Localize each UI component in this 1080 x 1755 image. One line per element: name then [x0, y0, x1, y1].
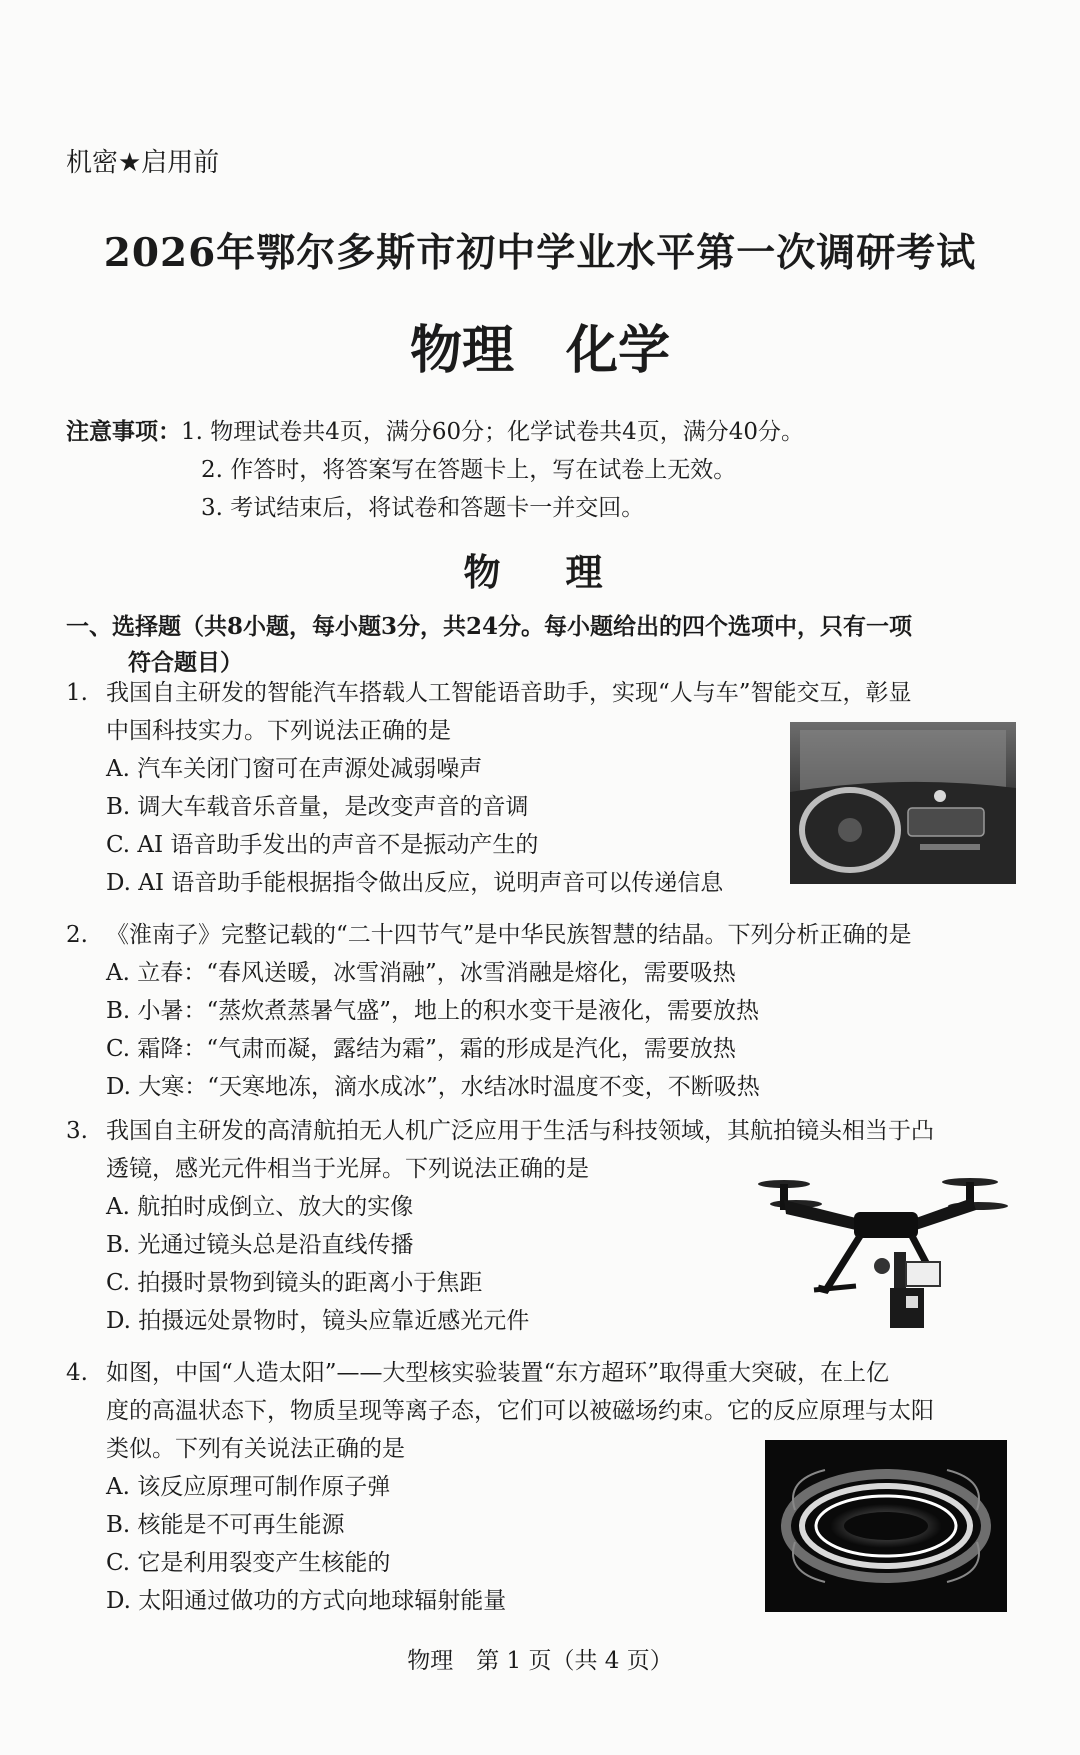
confidential-label: 机密★启用前	[66, 148, 220, 178]
option-d: D. 大寒：“天寒地冻，滴水成冰”，水结冰时温度不变，不断吸热	[106, 1074, 760, 1100]
option-c: C. 拍摄时景物到镜头的距离小于焦距	[106, 1270, 483, 1296]
option-d: D. 拍摄远处景物时，镜头应靠近感光元件	[106, 1308, 530, 1334]
question-number: 4.	[66, 1360, 88, 1386]
option-c: C. AI 语音助手发出的声音不是振动产生的	[106, 832, 539, 858]
notice-item: 1. 物理试卷共4页，满分60分；化学试卷共4页，满分40分。	[181, 419, 805, 445]
question-stem: 我国自主研发的高清航拍无人机广泛应用于生活与科技领域，其航拍镜头相当于凸	[106, 1118, 934, 1144]
option-c: C. 它是利用裂变产生核能的	[106, 1550, 391, 1576]
option-b: B. 光通过镜头总是沿直线传播	[106, 1232, 414, 1258]
option-a: A. 立春：“春风送暖，冰雪消融”，冰雪消融是熔化，需要吸热	[106, 960, 736, 986]
option-b: B. 核能是不可再生能源	[106, 1512, 345, 1538]
question-stem: 如图，中国“人造太阳”——大型核实验装置“东方超环”取得重大突破，在上亿	[106, 1360, 890, 1386]
option-a: A. 汽车关闭门窗可在声源处减弱噪声	[106, 756, 483, 782]
notice-item: 3. 考试结束后，将试卷和答题卡一并交回。	[201, 495, 645, 521]
option-a: A. 该反应原理可制作原子弹	[106, 1474, 391, 1500]
notice-item: 2. 作答时，将答案写在答题卡上，写在试卷上无效。	[201, 457, 737, 483]
question-stem: 类似。下列有关说法正确的是	[106, 1436, 405, 1462]
question-1	[66, 674, 912, 902]
part-heading-line: 符合题目）	[128, 649, 243, 676]
part-heading	[66, 609, 1026, 681]
option-b: B. 调大车载音乐音量，是改变声音的音调	[106, 794, 529, 820]
option-b: B. 小暑：“蒸炊煮蒸暑气盛”，地上的积水变干是液化，需要放热	[106, 998, 760, 1024]
question-2	[66, 916, 912, 1106]
question-stem: 中国科技实力。下列说法正确的是	[106, 718, 451, 744]
car-interior-image	[790, 722, 1016, 884]
option-a: A. 航拍时成倒立、放大的实像	[106, 1194, 414, 1220]
notice-label: 注意事项：	[66, 418, 181, 445]
question-number: 1.	[66, 680, 88, 706]
option-d: D. 太阳通过做功的方式向地球辐射能量	[106, 1588, 507, 1614]
exam-title: 2026年鄂尔多斯市初中学业水平第一次调研考试	[103, 230, 977, 276]
option-d: D. AI 语音助手能根据指令做出反应，说明声音可以传递信息	[106, 870, 724, 896]
subject-title: 物理 化学	[409, 321, 670, 381]
notice-block	[66, 413, 804, 527]
option-c: C. 霜降：“气肃而凝，露结为霜”，霜的形成是汽化，需要放热	[106, 1036, 736, 1062]
tokamak-image	[765, 1440, 1007, 1612]
part-heading-line: 一、选择题（共8小题，每小题3分，共24分。每小题给出的四个选项中，只有一项	[66, 613, 913, 640]
question-stem: 我国自主研发的智能汽车搭载人工智能语音助手，实现“人与车”智能交互，彰显	[106, 680, 912, 706]
drone-image	[756, 1170, 1018, 1340]
question-number: 3.	[66, 1118, 88, 1144]
question-stem: 透镜，感光元件相当于光屏。下列说法正确的是	[106, 1156, 589, 1182]
page-footer: 物理 第 1 页（共 4 页）	[407, 1648, 673, 1674]
question-stem: 度的高温状态下，物质呈现等离子态，它们可以被磁场约束。它的反应原理与太阳	[106, 1398, 934, 1424]
section-title: 物 理	[463, 551, 617, 594]
question-number: 2.	[66, 922, 88, 948]
question-stem: 《淮南子》完整记载的“二十四节气”是中华民族智慧的结晶。下列分析正确的是	[106, 922, 912, 948]
